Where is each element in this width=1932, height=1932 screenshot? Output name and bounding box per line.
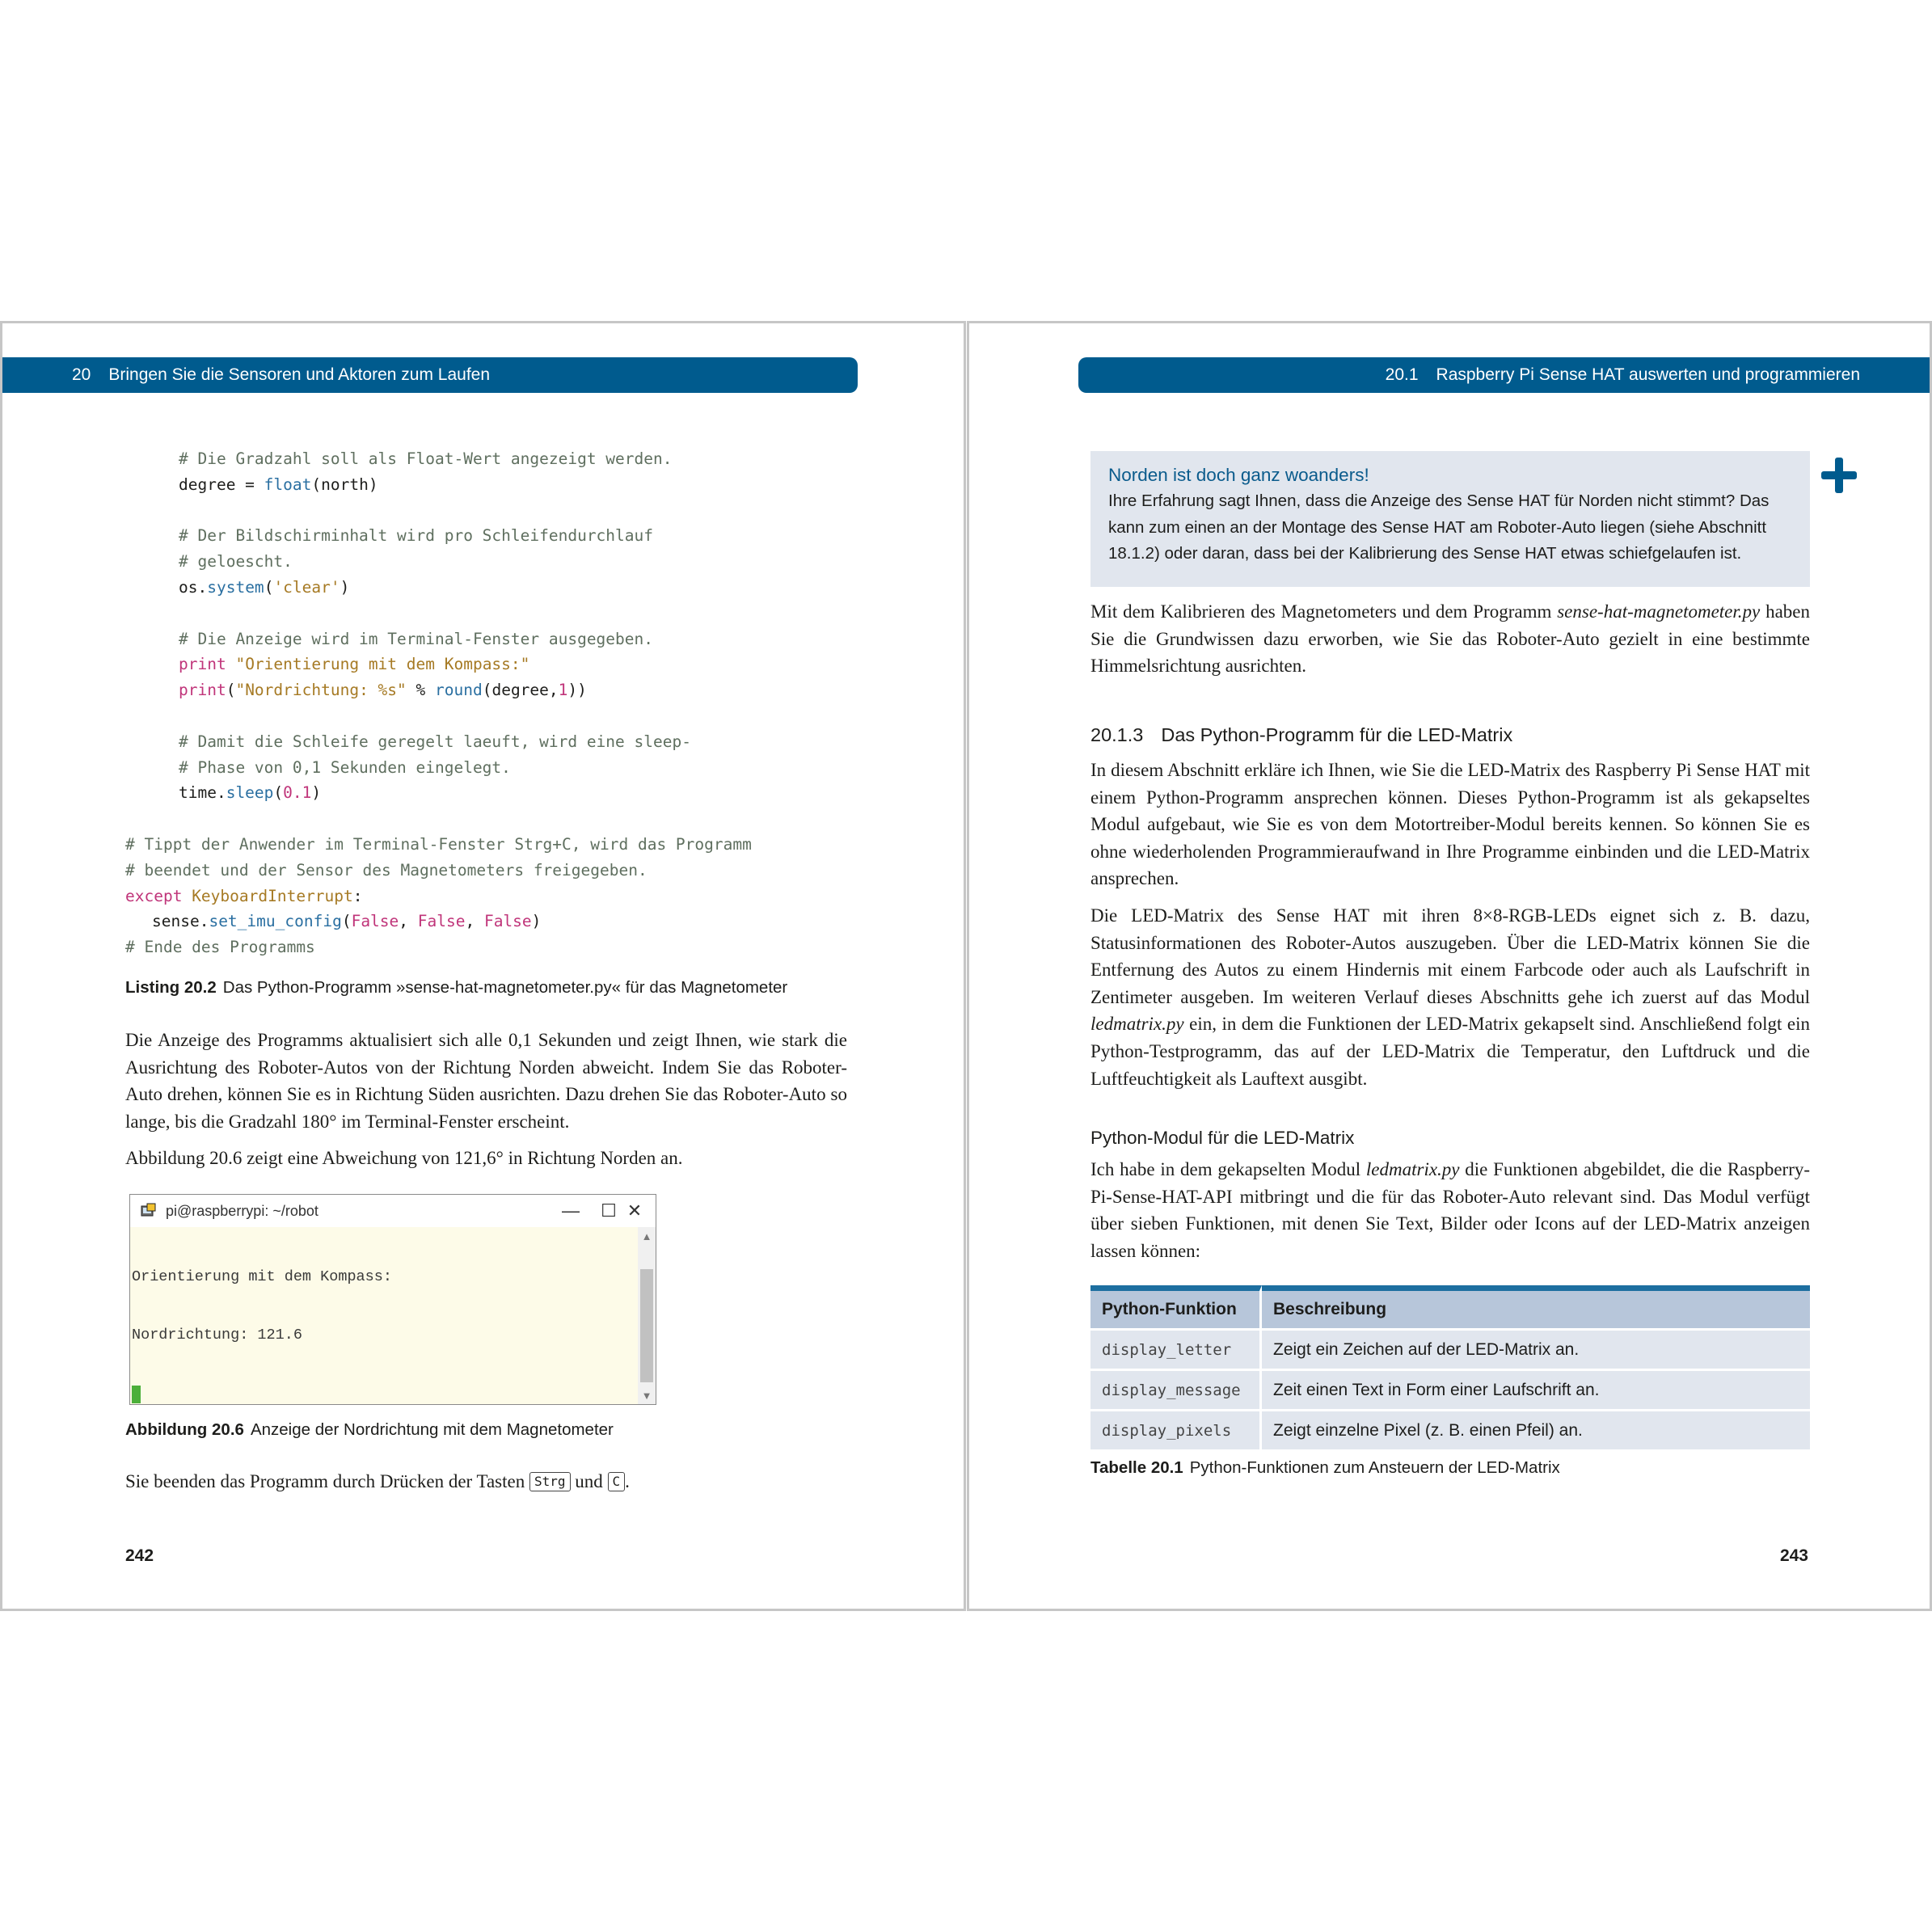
section-heading-number: 20.1.3	[1090, 724, 1144, 745]
chapter-number: 20	[72, 365, 91, 384]
code-token: (	[341, 912, 352, 931]
code-line	[125, 601, 752, 626]
code-line	[125, 884, 752, 909]
section-number: 20.1	[1385, 365, 1419, 384]
code-token: sleep	[226, 783, 274, 803]
table-header-row	[1090, 1285, 1810, 1328]
code-token: KeyboardInterrupt	[192, 886, 353, 905]
code-token: ))	[567, 681, 587, 700]
code-token: False	[351, 912, 399, 931]
table-cell-description: Zeigt einzelne Pixel (z. B. einen Pfeil) an.	[1262, 1409, 1810, 1449]
code-line	[125, 549, 752, 575]
key-c: C	[608, 1472, 626, 1491]
code-line	[125, 575, 752, 601]
paragraph: In diesem Abschnitt erkläre ich Ihnen, wie Sie die LED-Matrix des Raspberry Pi Sense HAT mit einem Python-Programm ansprechen können. Dieses Python-Programm ist als gekapseltes Modul aufgebaut, wie Sie es von dem Motortreiber-Modul bereits kennen. So können Sie es ohne wiederholenden Programmieraufwand in Ihre Programme einbinden und die LED-Matrix ansprechen.	[1090, 760, 1810, 889]
scroll-up-icon[interactable]: ▲	[641, 1230, 652, 1242]
code-line	[125, 832, 752, 858]
terminal-titlebar	[130, 1195, 656, 1227]
code-token: )	[340, 577, 350, 597]
paragraph-text: Die LED-Matrix des Sense HAT mit ihren 8×8-RGB-LEDs eignet sich z. B. dazu, Statusinformationen des Roboter-Autos auszugeben. Über die LED-Matrix können Sie die Entfernung des Autos zu einem Hindernis mit einem Farbcode oder auch als Laufschrift in Zentimeter ausgeben. Im weiteren Verlauf dieses Abschnitts gehe ich zuerst auf das Modul	[1090, 905, 1810, 1007]
closing-text: und	[575, 1471, 603, 1491]
code-line	[125, 755, 752, 781]
intro-filename: sense-hat-magnetometer.py	[1557, 601, 1761, 622]
module-paragraph	[1090, 1156, 1810, 1274]
table-header-cell: Beschreibung	[1262, 1285, 1810, 1328]
code-token: degree =	[179, 475, 264, 494]
code-line	[125, 858, 752, 884]
code-token: round	[435, 681, 483, 700]
terminal-cursor	[132, 1386, 141, 1403]
scroll-down-icon[interactable]: ▼	[641, 1390, 652, 1402]
terminal-line: Orientierung mit dem Kompass:	[132, 1268, 392, 1285]
table-row	[1090, 1409, 1810, 1449]
code-token: set_imu_config	[209, 912, 342, 931]
paragraph-text: die Funktionen abgebildet, die die Raspberry-Pi-Sense-HAT-API mitbringt und die für das Roboter-Auto relevant sind. Das Modul verfügt über sieben Funktionen, mit denen Sie Text, Bilder oder Icons auf der LED-Matrix anzeigen lassen können:	[1090, 1159, 1811, 1261]
code-token: # Damit die Schleife geregelt laeuft, wird eine sleep-	[179, 732, 691, 751]
paragraph-filename: ledmatrix.py	[1090, 1014, 1184, 1035]
code-token: 'clear'	[273, 577, 340, 597]
paragraph	[1090, 902, 1810, 1092]
terminal-output	[132, 1229, 392, 1442]
minimize-icon[interactable]: —	[562, 1200, 580, 1221]
paragraph: Die Anzeige des Programms aktualisiert sich alle 0,1 Sekunden und zeigt Ihnen, wie stark die Ausrichtung des Roboter-Autos von der Richtung Norden abweicht. Indem Sie das Roboter-Auto drehen, können Sie es in Richtung Süden ausrichten. Dazu drehen Sie das Roboter-Auto so lange, bis die Gradzahl 180° im Terminal-Fenster erscheint.	[125, 1030, 847, 1132]
code-token: )	[311, 783, 322, 803]
listing-caption-text: Das Python-Programm »sense-hat-magnetometer.py« für das Magnetometer	[222, 978, 788, 997]
code-line	[125, 729, 752, 755]
chapter-title: Bringen Sie die Sensoren und Aktoren zum Laufen	[108, 365, 491, 384]
code-line	[125, 677, 752, 703]
section-heading-title: Das Python-Programm für die LED-Matrix	[1161, 724, 1513, 745]
code-token: sense.	[152, 912, 209, 931]
code-token: # Ende des Programms	[125, 938, 315, 957]
page-number: 243	[1779, 1546, 1808, 1565]
code-token: print	[179, 681, 226, 700]
code-token: print	[179, 655, 236, 674]
running-header	[2, 357, 858, 393]
code-token: (degree,	[482, 681, 559, 700]
code-token: )	[531, 912, 542, 931]
code-token: 1	[558, 681, 568, 700]
code-token: # beendet und der Sensor des Magnetometers freigegeben.	[125, 860, 648, 880]
running-header	[1078, 357, 1930, 393]
intro-text: Mit dem Kalibrieren des Magnetometers und dem Programm	[1090, 601, 1552, 622]
code-line	[125, 626, 752, 652]
listing-caption-label: Listing 20.2	[125, 978, 217, 997]
code-token: # Der Bildschirminhalt wird pro Schleifendurchlauf	[179, 526, 653, 546]
scroll-thumb[interactable]	[640, 1269, 653, 1382]
code-token: # Phase von 0,1 Sekunden eingelegt.	[179, 757, 511, 777]
code-token: :	[352, 886, 363, 905]
note-title: Norden ist doch ganz woanders!	[1108, 465, 1369, 485]
code-line	[125, 806, 752, 832]
code-line	[125, 498, 752, 524]
table-row	[1090, 1369, 1810, 1409]
figure-caption-label: Abbildung 20.6	[125, 1420, 244, 1439]
code-token: except	[125, 886, 192, 905]
note-box	[1090, 451, 1810, 587]
plus-icon	[1820, 456, 1858, 495]
intro-text: haben Sie die Grundwissen dazu erworben, wie Sie das Roboter-Auto gezielt in eine bestimmte Himmelsrichtung ausrichten.	[1090, 601, 1810, 677]
code-line	[125, 909, 752, 934]
code-token: 0.1	[283, 783, 312, 803]
code-token: # Tippt der Anwender im Terminal-Fenster Strg+C, wird das Programm	[125, 834, 752, 854]
table-row	[1090, 1328, 1810, 1369]
code-token: %	[406, 681, 436, 700]
code-line	[125, 523, 752, 549]
terminal-window-screenshot	[129, 1194, 656, 1405]
table-cell-function: display_message	[1090, 1369, 1262, 1409]
table-header-cell: Python-Funktion	[1090, 1285, 1262, 1328]
code-token: system	[207, 577, 264, 597]
code-line	[125, 652, 752, 677]
code-line	[125, 780, 752, 806]
code-line	[125, 703, 752, 729]
left-page	[0, 321, 966, 1611]
section-heading	[1090, 724, 1512, 746]
table-caption-text: Python-Funktionen zum Ansteuern der LED-Matrix	[1189, 1458, 1560, 1477]
terminal-title: pi@raspberrypi: ~/robot	[166, 1203, 318, 1219]
paragraph-text: ein, in dem die Funktionen der LED-Matrix gekapselt sind. Anschließend folgt ein Python-Testprogramm, das auf der LED-Matrix die Temperatur, den Luftdruck und die Luftfeuchtigkeit als Lauftext ausgibt.	[1090, 1014, 1811, 1089]
code-token: (	[264, 577, 274, 597]
paragraph-text: Ich habe in dem gekapselten Modul	[1090, 1159, 1361, 1179]
code-token: False	[417, 912, 466, 931]
listing-caption	[125, 978, 787, 998]
code-token: False	[483, 912, 532, 931]
code-token: # Die Anzeige wird im Terminal-Fenster ausgegeben.	[179, 629, 653, 648]
code-token: # geloescht.	[179, 552, 293, 572]
right-page	[967, 321, 1932, 1611]
subheading: Python-Modul für die LED-Matrix	[1090, 1128, 1355, 1148]
intro-paragraph	[1090, 598, 1810, 690]
table-cell-description: Zeit einen Text in Form einer Laufschrift an.	[1262, 1369, 1810, 1409]
code-token: "Orientierung mit dem Kompass:"	[235, 655, 530, 674]
section-paragraphs	[1090, 757, 1810, 1102]
code-line	[125, 472, 752, 498]
table-caption-label: Tabelle 20.1	[1090, 1458, 1183, 1477]
closing-paragraph	[125, 1468, 847, 1505]
code-listing	[125, 446, 752, 960]
page-number: 242	[125, 1546, 154, 1565]
code-line	[125, 934, 752, 960]
maximize-icon[interactable]: ☐	[601, 1200, 617, 1221]
code-token: os.	[179, 577, 208, 597]
terminal-line: Nordrichtung: 121.6	[132, 1327, 302, 1344]
code-line	[125, 446, 752, 472]
table-cell-description: Zeigt ein Zeichen auf der LED-Matrix an.	[1262, 1328, 1810, 1369]
terminal-scrollbar[interactable]	[638, 1227, 656, 1404]
figure-caption	[125, 1420, 614, 1440]
code-token: time.	[179, 783, 226, 803]
table-caption	[1090, 1458, 1560, 1478]
close-icon[interactable]: ✕	[626, 1200, 643, 1221]
terminal-app-icon	[140, 1202, 158, 1220]
table-cell-function: display_letter	[1090, 1328, 1262, 1369]
function-table	[1090, 1285, 1810, 1449]
body-paragraphs	[125, 1027, 847, 1182]
code-token: (	[273, 783, 284, 803]
key-strg: Strg	[529, 1472, 571, 1491]
table-cell-function: display_pixels	[1090, 1409, 1262, 1449]
code-token: ,	[465, 912, 484, 931]
paragraph-filename: ledmatrix.py	[1365, 1159, 1460, 1179]
section-title: Raspberry Pi Sense HAT auswerten und programmieren	[1436, 365, 1860, 384]
code-token: (north)	[311, 475, 378, 494]
closing-text: Sie beenden das Programm durch Drücken der Tasten	[125, 1471, 525, 1491]
code-token: # Die Gradzahl soll als Float-Wert angezeigt werden.	[179, 449, 673, 468]
code-token: float	[264, 475, 312, 494]
paragraph: Abbildung 20.6 zeigt eine Abweichung von 121,6° in Richtung Norden an.	[125, 1148, 683, 1169]
closing-text: .	[625, 1471, 630, 1491]
code-token: "Nordrichtung: %s"	[235, 681, 407, 700]
figure-caption-text: Anzeige der Nordrichtung mit dem Magnetometer	[250, 1420, 614, 1439]
note-text: Ihre Erfahrung sagt Ihnen, dass die Anzeige des Sense HAT für Norden nicht stimmt? Das kann zum einen an der Montage des Sense HAT am Roboter-Auto liegen (siehe Abschnitt 18.1.2) oder daran, dass bei der Kalibrierung des Sense HAT etwas schiefgelaufen ist.	[1108, 491, 1770, 563]
code-token: (	[226, 681, 236, 700]
code-token: ,	[399, 912, 418, 931]
